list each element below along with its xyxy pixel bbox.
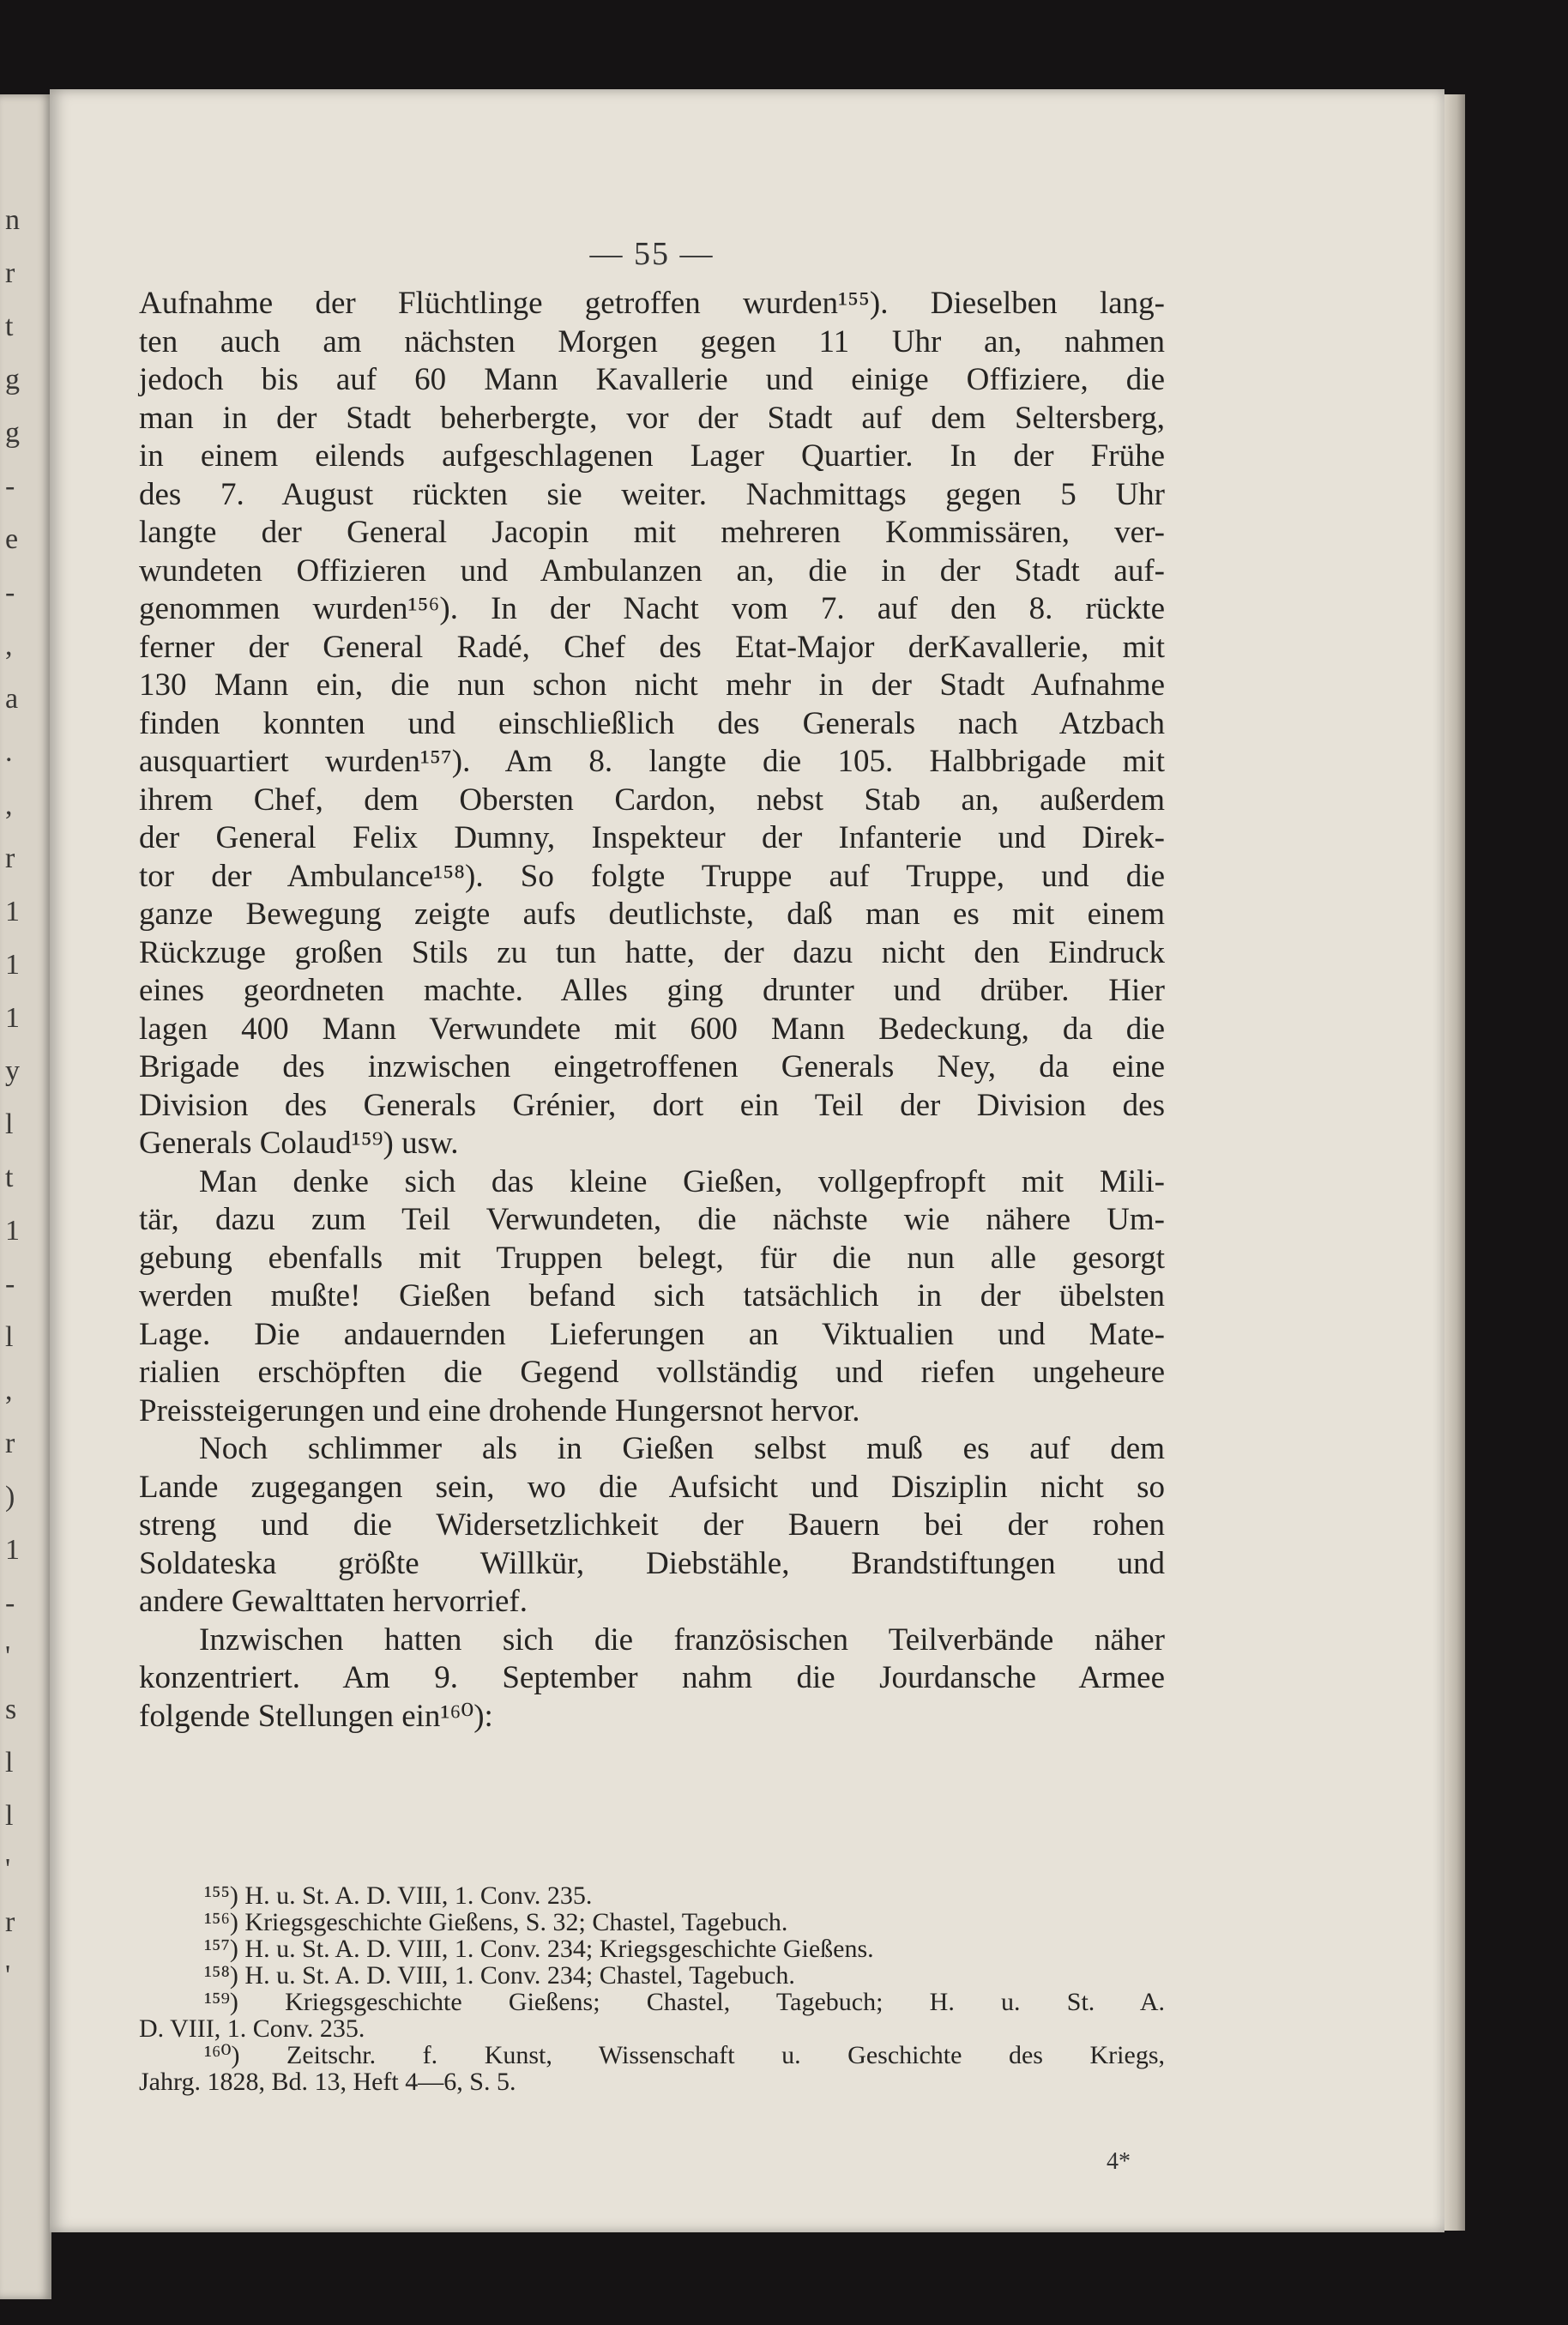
signature-mark: 4* — [1107, 2148, 1131, 2175]
body-line: eines geordneten machte. Alles ging drunter und drüber. Hier — [139, 973, 1165, 1008]
facing-page-fragment: . — [5, 736, 13, 768]
facing-page-fragment: ' — [5, 1853, 11, 1885]
facing-page-fragment: 1 — [5, 1215, 20, 1247]
body-line: rialien erschöpften die Gegend vollständig und riefen ungeheure — [139, 1355, 1165, 1390]
facing-page-fragment: 1 — [5, 1534, 20, 1566]
body-line: folgende Stellungen ein¹⁶⁰): — [139, 1698, 493, 1734]
body-line: der General Felix Dumny, Inspekteur der Infanterie und Direk- — [139, 820, 1165, 855]
right-page-edge — [1444, 94, 1465, 2231]
body-line: genommen wurden¹⁵⁶). In der Nacht vom 7. auf den 8. rückte — [139, 591, 1165, 626]
body-line: ausquartiert wurden¹⁵⁷). Am 8. langte die 105. Halbbrigade mit — [139, 744, 1165, 779]
facing-page-fragment: ' — [5, 1960, 11, 1991]
facing-page-fragment: l — [5, 1321, 14, 1353]
body-line: Lage. Die andauernden Lieferungen an Viktualien und Mate- — [139, 1316, 1165, 1352]
body-line: Soldateska größte Willkür, Diebstähle, Brandstiftungen und — [139, 1545, 1165, 1581]
body-line: streng und die Widersetzlichkeit der Bauern bei der rohen — [139, 1507, 1165, 1543]
body-line: werden mußte! Gießen befand sich tatsächlich in der übelsten — [139, 1278, 1165, 1313]
footnote-line: D. VIII, 1. Conv. 235. — [139, 2014, 365, 2043]
facing-page-fragment: 1 — [5, 1002, 20, 1034]
facing-page-fragment: r — [5, 1428, 15, 1459]
footnote-line: ¹⁶⁰) Zeitschr. f. Kunst, Wissenschaft u. Geschichte des Kriegs, — [204, 2041, 1165, 2069]
body-line: ten auch am nächsten Morgen gegen 11 Uhr an, nahmen — [139, 323, 1165, 359]
body-line: finden konnten und einschließlich des Generals nach Atzbach — [139, 705, 1165, 741]
facing-page-fragment: - — [5, 470, 15, 502]
body-line: Rückzuge großen Stils zu tun hatte, der dazu nicht den Eindruck — [139, 934, 1165, 970]
footnote-line: ¹⁵⁵) H. u. St. A. D. VIII, 1. Conv. 235. — [204, 1881, 593, 1910]
footnote-line: ¹⁵⁷) H. u. St. A. D. VIII, 1. Conv. 234; Kriegsgeschichte Gießens. — [204, 1935, 874, 1963]
body-line: Generals Colaud¹⁵⁹) usw. — [139, 1126, 459, 1161]
facing-page-fragment: g — [5, 364, 20, 396]
body-line: ganze Bewegung zeigte aufs deutlichste, daß man es mit einem — [139, 897, 1165, 932]
body-line: gebung ebenfalls mit Truppen belegt, für die nun alle gesorgt — [139, 1240, 1165, 1276]
book-page — [50, 89, 1444, 2232]
footnotes — [139, 1882, 1165, 2095]
body-line: jedoch bis auf 60 Mann Kavallerie und einige Offiziere, die — [139, 362, 1165, 397]
facing-page-fragment: - — [5, 1587, 15, 1619]
facing-page-fragment: l — [5, 1800, 14, 1832]
page-number: — 55 — — [589, 236, 715, 272]
facing-page-fragment: e — [5, 523, 19, 555]
body-line: lagen 400 Mann Verwundete mit 600 Mann Bedeckung, da die — [139, 1011, 1165, 1047]
body-line: andere Gewalttaten hervorrief. — [139, 1584, 528, 1619]
body-line: Noch schlimmer als in Gießen selbst muß es auf dem — [199, 1431, 1165, 1466]
body-line: Division des Generals Grénier, dort ein Teil der Division des — [139, 1087, 1165, 1123]
facing-page-fragment: s — [5, 1694, 17, 1725]
facing-page-fragment: a — [5, 683, 19, 715]
body-line: des 7. August rückten sie weiter. Nachmittags gegen 5 Uhr — [139, 476, 1165, 512]
body-line: Brigade des inzwischen eingetroffenen Generals Ney, da eine — [139, 1049, 1165, 1084]
body-text — [139, 285, 1165, 1736]
body-line: Lande zugegangen sein, wo die Aufsicht und Disziplin nicht so — [139, 1469, 1165, 1505]
facing-page-fragment: , — [5, 1374, 13, 1406]
facing-page-fragment: l — [5, 1747, 14, 1778]
facing-page-fragment: r — [5, 1906, 15, 1938]
facing-page-fragment: g — [5, 417, 20, 449]
body-line: 130 Mann ein, die nun schon nicht mehr in der Stadt Aufnahme — [139, 667, 1165, 703]
facing-page-fragment: l — [5, 1108, 14, 1140]
body-line: Aufnahme der Flüchtlinge getroffen wurden¹⁵⁵). Dieselben lang- — [139, 286, 1165, 321]
facing-page-fragment: 1 — [5, 896, 20, 927]
facing-page-fragment: r — [5, 257, 15, 289]
body-line: in einem eilends aufgeschlagenen Lager Quartier. In der Frühe — [139, 438, 1165, 474]
facing-page-fragment: 1 — [5, 949, 20, 981]
footnote-line: Jahrg. 1828, Bd. 13, Heft 4—6, S. 5. — [139, 2068, 516, 2096]
body-line: man in der Stadt beherbergte, vor der Stadt auf dem Seltersberg, — [139, 400, 1165, 436]
facing-page-fragment: - — [5, 1268, 15, 1300]
facing-page-fragment: - — [5, 577, 15, 608]
facing-page-fragment: , — [5, 630, 13, 661]
facing-page-fragment: , — [5, 789, 13, 821]
facing-page-fragment: t — [5, 311, 14, 342]
footnote-line: ¹⁵⁹) Kriegsgeschichte Gießens; Chastel, Tagebuch; H. u. St. A. — [204, 1988, 1165, 2016]
body-line: langte der General Jacopin mit mehreren Kommissären, ver- — [139, 515, 1165, 550]
facing-page-fragment: t — [5, 1162, 14, 1193]
footnote-line: ¹⁵⁸) H. u. St. A. D. VIII, 1. Conv. 234; Chastel, Tagebuch. — [204, 1961, 795, 1990]
body-line: wundeten Offizieren und Ambulanzen an, die in der Stadt auf- — [139, 553, 1165, 589]
body-line: tor der Ambulance¹⁵⁸). So folgte Truppe auf Truppe, und die — [139, 858, 1165, 894]
body-line: konzentriert. Am 9. September nahm die Jourdansche Armee — [139, 1660, 1165, 1695]
footnote-line: ¹⁵⁶) Kriegsgeschichte Gießens, S. 32; Chastel, Tagebuch. — [204, 1908, 788, 1936]
body-line: Inzwischen hatten sich die französischen Teilverbände näher — [199, 1621, 1165, 1658]
facing-page-fragment: y — [5, 1055, 20, 1087]
body-line: ihrem Chef, dem Obersten Cardon, nebst Stab an, außerdem — [139, 782, 1165, 818]
body-line: Man denke sich das kleine Gießen, vollgepfropft mit Mili- — [199, 1163, 1165, 1199]
facing-page-fragment: r — [5, 842, 15, 874]
body-line: Preissteigerungen und eine drohende Hungersnot hervor. — [139, 1392, 860, 1428]
facing-page-fragment: ' — [5, 1640, 11, 1672]
body-line: ferner der General Radé, Chef des Etat-Major derKavallerie, mit — [139, 629, 1165, 665]
facing-page-fragment: ) — [5, 1481, 15, 1513]
facing-page-fragment: n — [5, 204, 20, 236]
left-page-edge — [0, 94, 51, 2299]
body-line: tär, dazu zum Teil Verwundeten, die nächste wie nähere Um- — [139, 1202, 1165, 1237]
